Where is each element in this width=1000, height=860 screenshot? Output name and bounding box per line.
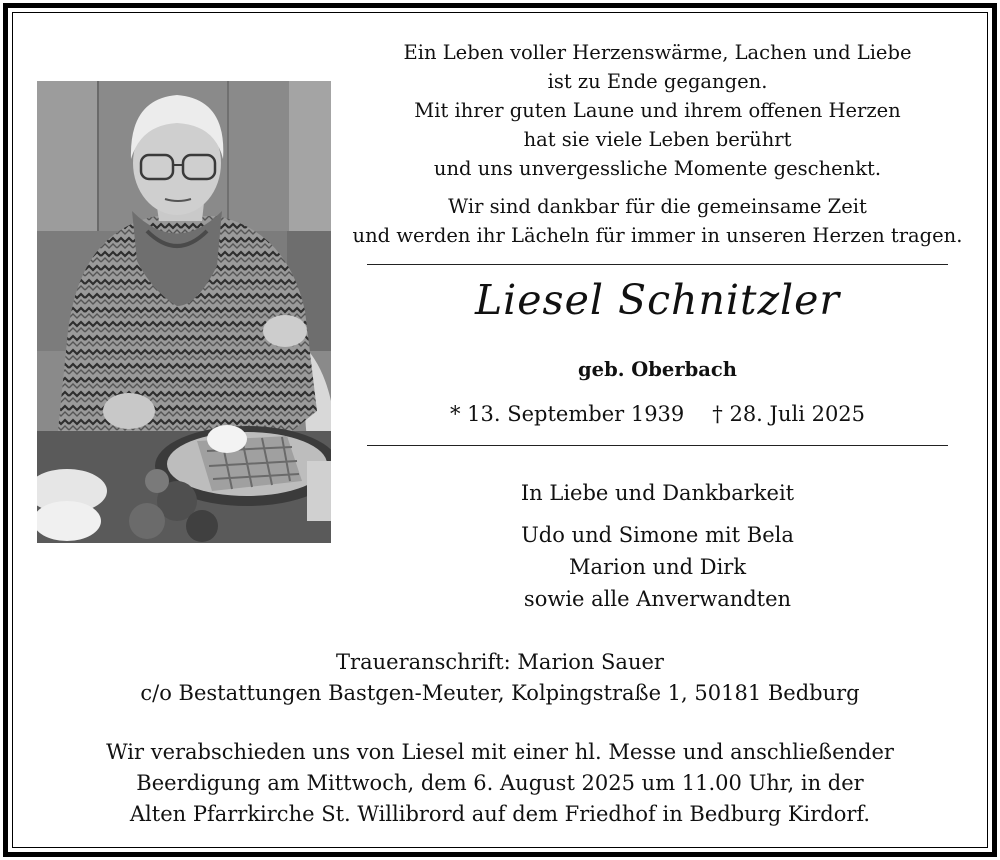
deceased-name: Liesel Schnitzler [474,276,841,324]
address-line: c/o Bestattungen Bastgen-Meuter, Kolpingstraße 1, 50181 Bedburg [140,681,860,705]
portrait-photo [37,81,331,543]
funeral-line: Beerdigung am Mittwoch, dem 6. August 2025 um 11.00 Uhr, in der [136,771,864,795]
death-date: † 28. Juli 2025 [712,402,866,426]
mourner-line: sowie alle Anverwandten [523,587,792,611]
verse [340,38,975,250]
funeral-line: Alten Pfarrkirche St. Willibrord auf dem Friedhof in Bedburg Kirdorf. [129,802,871,826]
funeral-line: Wir verabschieden uns von Liesel mit einer hl. Messe und anschließender [106,740,894,764]
verse-line: hat sie viele Leben berührt [523,128,792,151]
funeral-notice [0,737,1000,830]
mourners [340,477,975,615]
mourner-line: Udo und Simone mit Bela [521,523,794,547]
address-line: Traueranschrift: Marion Sauer [336,650,664,674]
verse-line: und werden ihr Lächeln für immer in unseren Herzen tragen. [352,224,963,247]
verse-line: und uns unvergessliche Momente geschenkt. [433,157,882,180]
mourning-address [0,647,1000,709]
divider-bottom [367,445,948,446]
verse-line: ist zu Ende gegangen. [547,70,768,93]
verse-line: Ein Leben voller Herzenswärme, Lachen und Liebe [403,41,912,64]
maiden-name: geb. Oberbach [578,358,737,381]
birth-date: * 13. September 1939 [449,402,685,426]
verse-line: Wir sind dankbar für die gemeinsame Zeit [448,195,867,218]
divider-top [367,264,948,265]
mourners-intro: In Liebe und Dankbarkeit [520,481,795,505]
mourner-line: Marion und Dirk [568,555,747,579]
life-dates [340,402,975,426]
verse-line: Mit ihrer guten Laune und ihrem offenen Herzen [414,99,901,122]
